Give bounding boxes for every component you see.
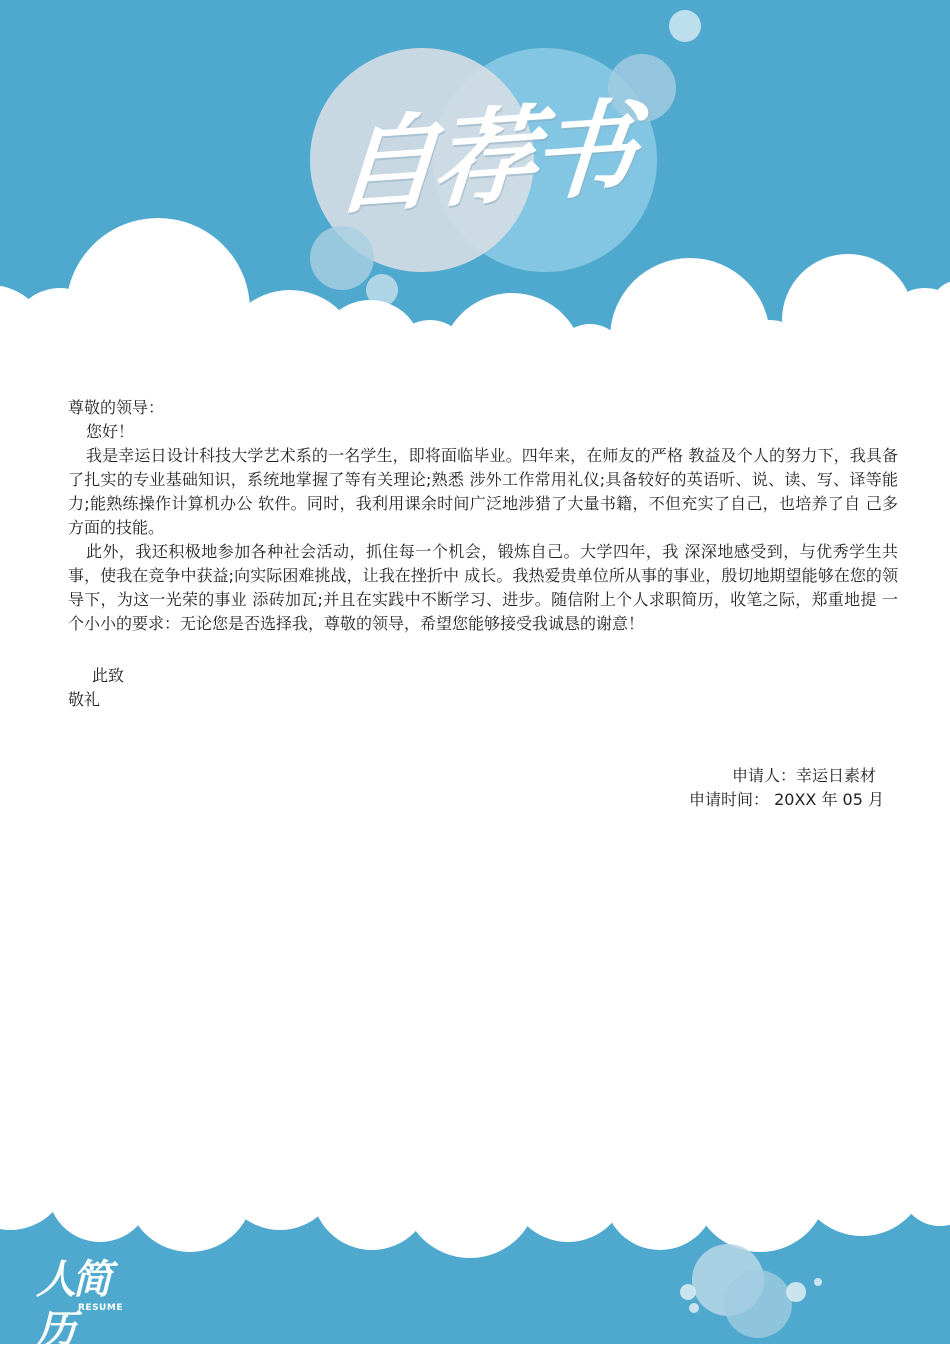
paragraph-2: 此外，我还积极地参加各种社会活动，抓住每一个机会，锻炼自己。大学四年，我 深深地感受到，与优秀学生共事，使我在竞争中获益;向实际困难挑战，让我在挫折中 成长。我热爱贵单位所从事的事业，殷切地期望能够在您的领导下，为这一光荣的事业 添砖加瓦;并且在实践中不断学习、进步。随信附上个人求职简历，收笔之际，郑重地提 一个小小的要求：无论您是否选择我，尊敬的领导，希望您能够接受我诚恳的谢意！ [68, 542, 898, 633]
applicant-line: 申请人：幸运日素材 [731, 766, 876, 785]
footer-cloud-banner [0, 1130, 950, 1344]
letter-body [68, 396, 898, 712]
salutation: 尊敬的领导： [68, 398, 165, 417]
logo-mark: 人简历 [36, 1257, 108, 1353]
page-title: 自荐书 [329, 86, 635, 230]
closing-jing-li: 敬礼 [68, 690, 101, 709]
signature-block [689, 764, 884, 812]
closing-ci-zhi: 此致 [92, 666, 125, 685]
paragraph-1: 我是幸运日设计科技大学艺术系的一名学生，即将面临毕业。四年来，在师友的严格 教益及个人的努力下，我具备了扎实的专业基础知识，系统地掌握了等有关理论;熟悉 涉外工作常用礼仪;具备较好的英语听、说、读、写、译等能力;能熟练操作计算机办公 软件。同时，我利用课余时间广泛地涉猎了大量书籍，不但充实了自己，也培养了自 己多方面的技能。 [68, 446, 898, 537]
date-line: 申请时间： 20XX 年 05 月 [689, 790, 884, 809]
greeting: 您好！ [86, 422, 135, 441]
logo-subtitle: RESUME [78, 1303, 123, 1313]
brand-logo [36, 1255, 136, 1353]
